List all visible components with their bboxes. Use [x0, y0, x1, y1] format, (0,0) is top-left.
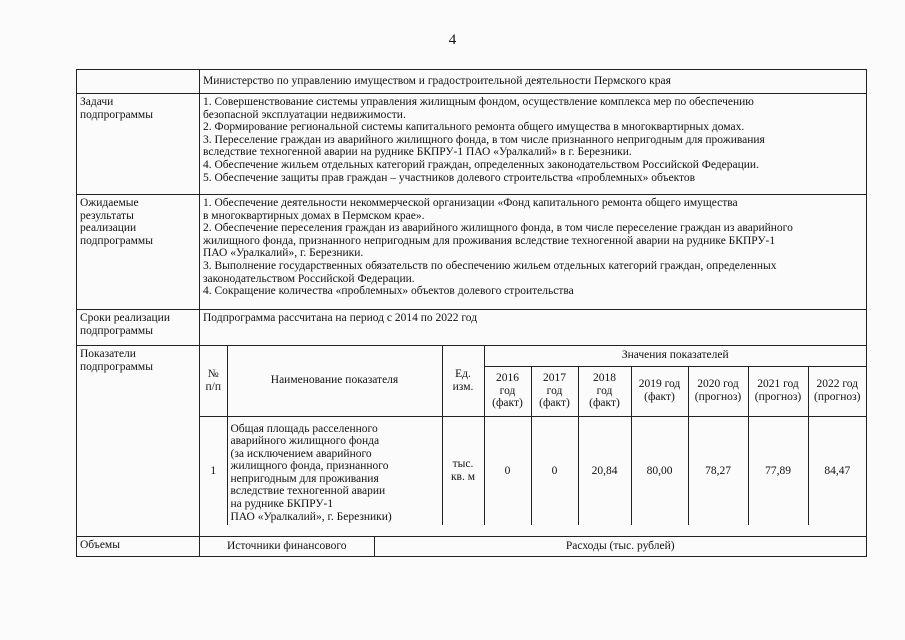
results-row	[77, 195, 867, 310]
year-line: (факт)	[492, 397, 523, 410]
year-line: (факт)	[539, 397, 570, 410]
results-line: 2. Обеспечение переселения граждан из аварийного жилищного фонда, в том числе переселение граждан из аварийного	[203, 222, 793, 235]
indicator-name-line: аварийного жилищного фонда	[230, 435, 380, 448]
year-line: (прогноз)	[694, 391, 742, 403]
tasks-label-line: подпрограммы	[80, 108, 153, 121]
year-line: 2021 год	[757, 378, 799, 391]
indicator-name	[227, 416, 442, 525]
year-line: год	[596, 384, 613, 397]
tasks-line: 5. Обеспечение защиты прав граждан – участников долевого строительства «проблемных» объектов	[203, 171, 696, 184]
col-num-header	[200, 346, 227, 416]
row-num: 1	[200, 416, 227, 525]
results-line: жилищного фонда, признанного непригодным для проживания вследствие техногенной аварии на руднике БКПРУ-1	[203, 234, 776, 247]
year-line: 2019 год	[638, 378, 681, 391]
value-cell: 0	[531, 416, 578, 525]
indicators-table	[200, 346, 866, 525]
col-num-line: п/п	[205, 380, 221, 393]
volumes-cell	[200, 537, 867, 557]
results-label	[77, 195, 200, 310]
page-number: 4	[448, 32, 457, 48]
year-header	[808, 366, 866, 416]
col-unit-header	[442, 346, 484, 416]
value-cell: 20,84	[578, 416, 631, 525]
indicators-label	[77, 346, 200, 537]
unit-line: тыс.	[452, 458, 474, 471]
executor-value: Министерство по управлению имуществом и градостроительной деятельности Пермского края	[200, 70, 867, 94]
year-header	[531, 366, 578, 416]
year-line: 2020 год	[697, 378, 739, 391]
tasks-label-line: Задачи	[80, 96, 114, 108]
year-header	[578, 366, 631, 416]
tasks-line: безопасной эксплуатации недвижимости.	[203, 108, 406, 121]
executor-label-cell	[77, 70, 200, 94]
results-label-line: Ожидаемые	[80, 197, 139, 209]
indicators-label-line: Показатели	[80, 348, 136, 360]
volumes-label: Объемы	[77, 537, 200, 557]
indicator-name-line: на руднике БКПРУ-1	[230, 498, 334, 511]
indicators-cell	[200, 346, 867, 537]
indicator-name-line: ПАО «Уралкалий», г. Березники)	[230, 510, 392, 523]
indicator-name-line: жилищного фонда, признанного	[230, 460, 389, 473]
indicators-label-line: подпрограммы	[80, 360, 153, 373]
tasks-line: 2. Формирование региональной системы капитального ремонта общего имущества в многоквартирных домах.	[203, 121, 745, 134]
results-line: 1. Обеспечение деятельности некоммерческой организации «Фонд капитального ремонта общего имущества	[203, 197, 738, 209]
tasks-text	[200, 94, 867, 195]
year-header	[688, 366, 748, 416]
indicators-row	[77, 346, 867, 537]
year-line: (прогноз)	[814, 391, 861, 403]
tasks-line: вследствие техногенной аварии на руднике БКПРУ-1 ПАО «Уралкалий» в г. Березники.	[203, 146, 632, 159]
year-header	[748, 366, 808, 416]
sources-header: Источники финансового	[200, 537, 374, 556]
terms-value: Подпрограмма рассчитана на период с 2014 по 2022 год	[200, 310, 867, 346]
year-header	[484, 366, 531, 416]
col-num-line: №	[207, 368, 219, 381]
volumes-table	[200, 537, 866, 556]
values-header: Значения показателей	[484, 346, 866, 366]
value-cell: 84,47	[808, 416, 866, 525]
unit-line: кв. м	[450, 470, 476, 483]
indicator-name-line: непригодным для проживания	[230, 472, 379, 485]
indicator-name-line: (за исключением аварийного	[230, 447, 372, 460]
year-header	[631, 366, 688, 416]
results-line: 3. Выполнение государственных обязательств по обеспечению жильем отдельных категорий граждан, определенных	[203, 259, 777, 272]
value-cell: 0	[484, 416, 531, 525]
year-line: (факт)	[589, 397, 620, 410]
tasks-line: 3. Переселение граждан из аварийного жилищного фонда, в том числе признанного непригодным для проживания	[203, 133, 765, 146]
terms-label-line: подпрограммы	[80, 324, 153, 337]
value-cell: 80,00	[631, 416, 688, 525]
col-unit-line: изм.	[452, 380, 474, 393]
results-line: в многоквартирных домах в Пермском крае».	[203, 209, 425, 222]
terms-label-line: Сроки реализации	[80, 312, 170, 324]
tasks-row	[77, 94, 867, 195]
value-cell: 78,27	[688, 416, 748, 525]
value-cell: 77,89	[748, 416, 808, 525]
col-unit-line: Ед.	[455, 368, 471, 381]
terms-label	[77, 310, 200, 346]
tasks-label	[77, 94, 200, 195]
unit-cell	[442, 416, 484, 525]
table-row	[200, 416, 866, 525]
year-line: (факт)	[644, 391, 675, 403]
indicator-name-line: Общая площадь расселенного	[230, 422, 378, 435]
executor-row	[77, 70, 867, 94]
tasks-line: 4. Обеспечение жильем отдельных категорий граждан, определенных законодательством Российской Федерации.	[203, 158, 759, 171]
passport-table	[76, 69, 867, 557]
expenses-header: Расходы (тыс. рублей)	[374, 537, 866, 556]
results-label-line: реализации	[80, 222, 137, 235]
year-line: 2022 год	[816, 378, 859, 391]
results-label-line: подпрограммы	[80, 234, 153, 247]
year-line: 2018	[593, 372, 616, 385]
results-line: ПАО «Уралкалий», г. Березники.	[203, 247, 364, 260]
results-text	[200, 195, 867, 310]
indicator-name-line: вследствие техногенной аварии	[230, 485, 386, 498]
year-line: (прогноз)	[754, 391, 802, 403]
year-line: 2016	[496, 372, 519, 385]
year-line: год	[546, 384, 563, 397]
year-line: год	[499, 384, 516, 397]
volumes-row	[77, 537, 867, 557]
col-name-header: Наименование показателя	[227, 346, 442, 416]
indicators-header-row	[200, 346, 866, 366]
results-line: законодательством Российской Федерации.	[203, 272, 415, 285]
results-label-line: результаты	[80, 209, 134, 222]
results-line: 4. Сокращение количества «проблемных» объектов долевого строительства	[203, 285, 574, 298]
year-line: 2017	[543, 372, 566, 385]
terms-row	[77, 310, 867, 346]
tasks-line: 1. Совершенствование системы управления жилищным фондом, осуществление комплекса мер по обеспечению	[203, 96, 754, 108]
